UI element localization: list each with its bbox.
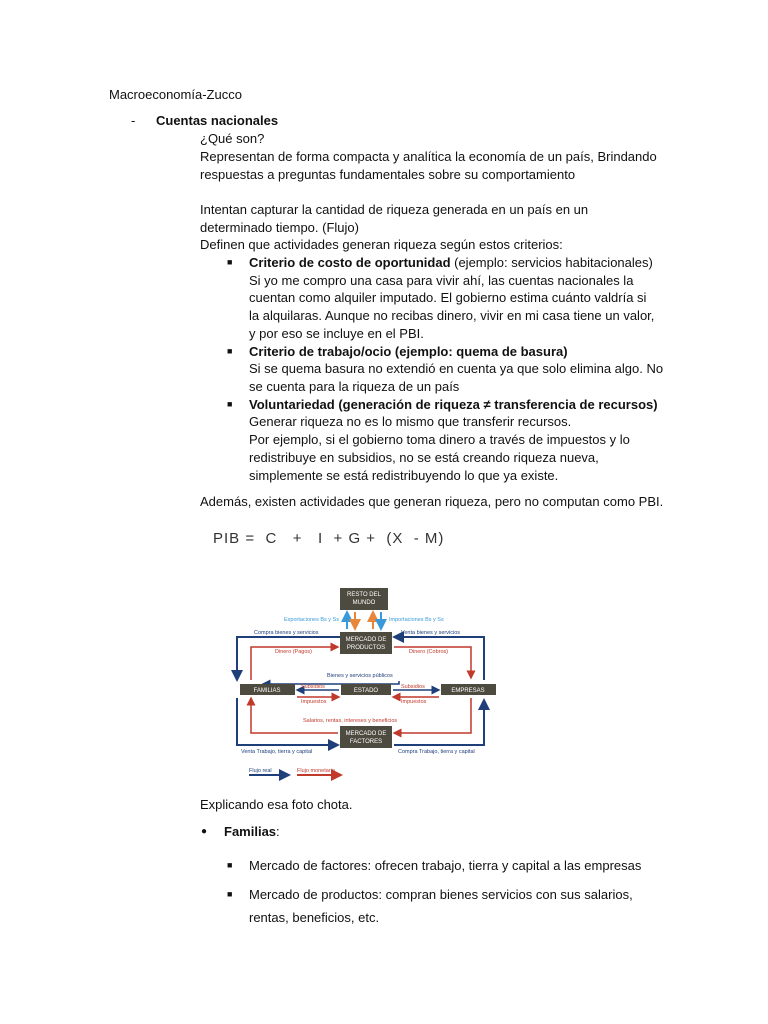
explicando-text: Explicando esa foto chota. [200,797,353,812]
criterion-text: Si se quema basura no extendió en cuenta ya que solo elimina algo. No [249,361,664,376]
section-title: Cuentas nacionales [156,113,279,128]
criterion-text: Por ejemplo, si el gobierno toma dinero a través de impuestos y lo [249,432,630,447]
criterion-heading: Criterio de trabajo/ocio (ejemplo: quema de basura) [249,344,568,359]
criterion-heading: Criterio de costo de oportunidad (ejemplo: servicios habitacionales) [249,255,653,270]
flow-line: determinado tiempo. (Flujo) [200,220,359,235]
section-dash: - [131,113,136,128]
square-bullet-icon: ■ [227,889,233,899]
mercado-factores-label: FACTORES [349,739,383,745]
familias-item: Mercado de productos: compran bienes servicios con sus salarios, [249,887,633,902]
intro-line: Representan de forma compacta y analítica la economía de un país, Brindando [200,149,657,164]
ademas-text: Además, existen actividades que generan riqueza, pero no computan como PBI. [200,494,664,509]
bienes-publicos-label: Bienes y servicios públicos [327,673,393,679]
mercado-productos-label: PRODUCTOS [346,645,386,651]
mercado-productos-label: MERCADO DE [345,637,387,643]
bienes-publicos-arrow [263,681,399,684]
familias-heading: Familias: [224,824,280,839]
criterion-text: redistribuye en subsidios, no se está creando riqueza nueva, [249,450,599,465]
resto-label: MUNDO [352,600,376,606]
square-bullet-icon: ■ [227,257,233,267]
intro-line: respuestas a preguntas fundamentales sobre su comportamiento [200,167,576,182]
criterion-text: Si yo me compro una casa para vivir ahí, las cuentas nacionales la [249,273,634,288]
flow-line: Definen que actividades generan riqueza según estos criterios: [200,237,563,252]
criterion-text: y por eso se incluye en el PBI. [249,326,424,341]
familias-item: rentas, beneficios, etc. [249,910,380,925]
square-bullet-icon: ■ [227,346,233,356]
venta-bienes-label: Venta bienes y servicios [401,630,461,636]
estado-label: ESTADO [353,688,379,694]
venta-trabajo-label: Venta Trabajo, tierra y capital [241,749,313,755]
criterion-text: simplemente se está redistribuyendo lo que ya existe. [249,468,559,483]
importaciones-label: Importaciones Bs y Ss [389,617,444,623]
impuestos-label: Impuestos [401,699,427,705]
criterion-text: se cuenta para la riqueza de un país [249,379,460,394]
mercado-factores-label: MERCADO DE [345,731,387,737]
subsidios-label: Subsidios [301,684,325,690]
square-bullet-icon: ■ [227,860,233,870]
salarios-label: Salarios, rentas, intereses y beneficios [303,718,398,724]
compra-trabajo-label: Compra Trabajo, tierra y capital [398,749,475,755]
impuestos-label: Impuestos [301,699,327,705]
document-header: Macroeconomía-Zucco [109,87,242,102]
circular-flow-diagram [201,577,511,782]
resto-label: RESTO DEL [347,592,381,598]
legend-flujo-real: Flujo real [249,768,272,774]
intro-line: ¿Qué son? [200,131,265,146]
empresas-label: EMPRESAS [451,688,485,694]
criterion-text: Generar riqueza no es lo mismo que transferir recursos. [249,414,572,429]
familias-label: FAMILIAS [253,688,281,694]
pib-formula: PIB = C + I + G + (X - M) [213,530,445,547]
exportaciones-label: Exportaciones Bs y Ss [283,617,339,623]
familias-item: Mercado de factores: ofrecen trabajo, tierra y capital a las empresas [249,858,642,873]
criterion-heading: Voluntariedad (generación de riqueza ≠ transferencia de recursos) [249,397,658,412]
round-bullet-icon: ● [201,826,208,837]
subsidios-label: Subsidios [401,684,425,690]
criterion-text: la alquilaras. Aunque no recibas dinero, vivir en mi casa tiene un valor, [249,308,655,323]
dinero-cobros-label: Dinero (Cobros) [409,649,449,655]
compra-bienes-arrow [237,637,340,680]
flow-line: Intentan capturar la cantidad de riqueza generada en un país en un [200,202,589,217]
criterion-text: cuentan como alquiler imputado. El gobierno estima cuánto valdría si [249,290,647,305]
dinero-pagos-label: Dinero (Pagos) [275,649,312,655]
legend-flujo-monetario: Flujo monetario [297,768,335,774]
compra-bienes-label: Compra bienes y servicios [254,630,319,636]
square-bullet-icon: ■ [227,399,233,409]
